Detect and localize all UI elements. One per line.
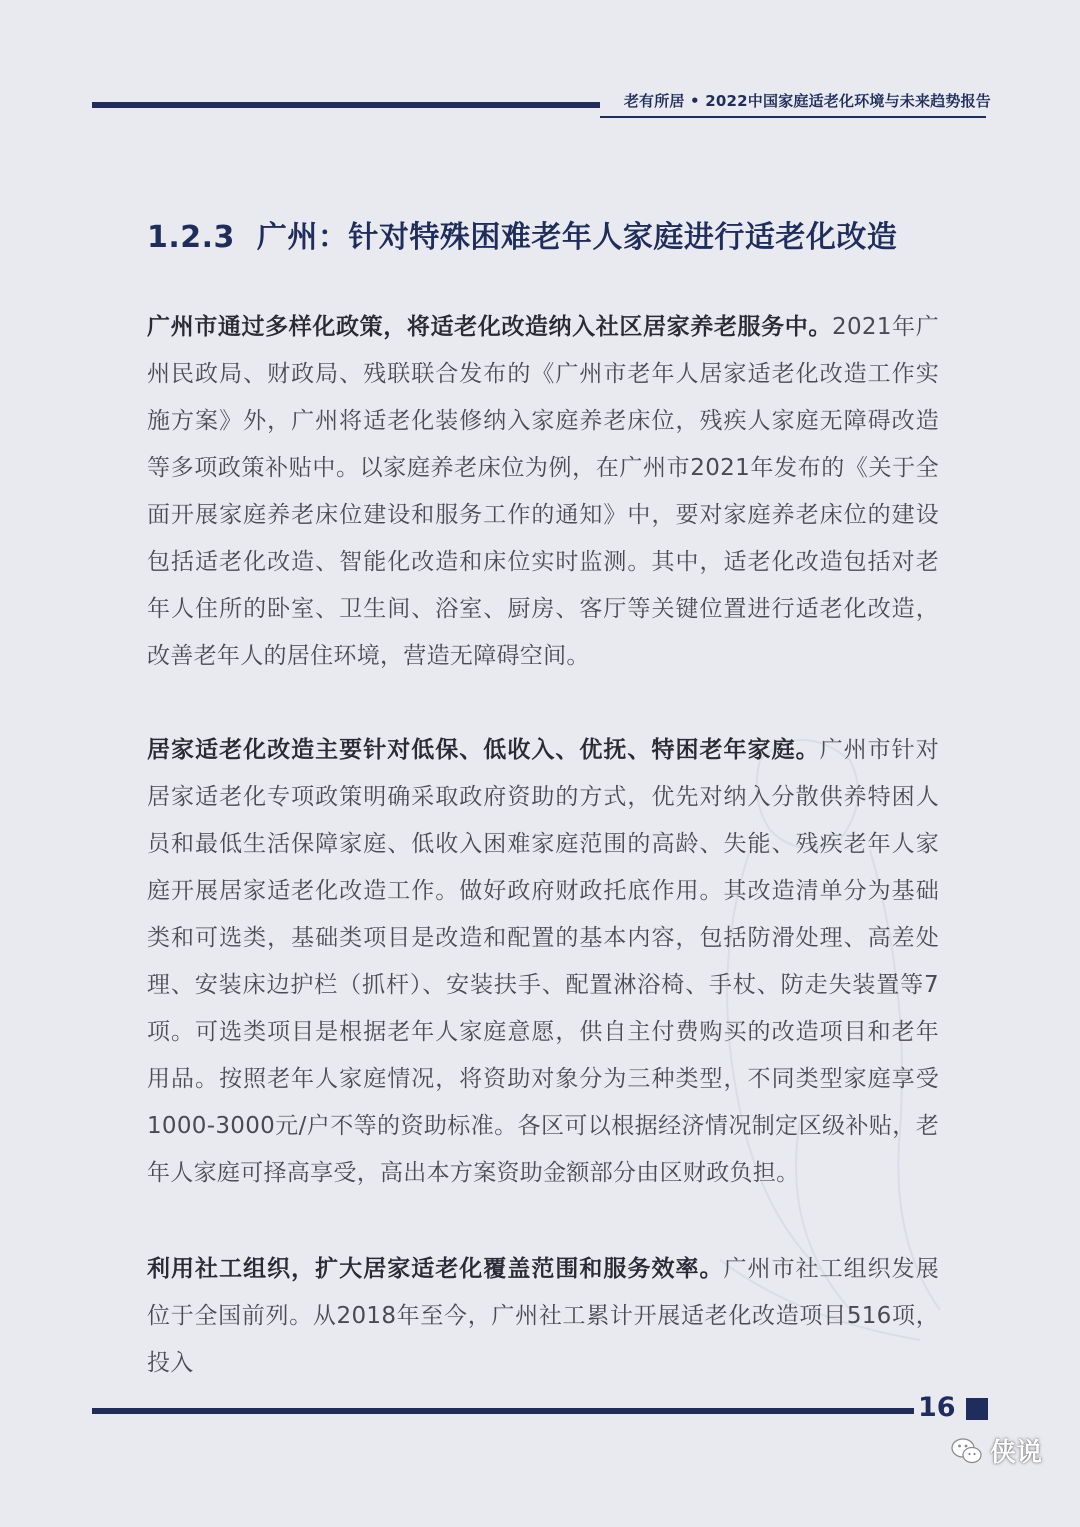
paragraph-lead: 广州市通过多样化政策，将适老化改造纳入社区居家养老服务中。 (147, 314, 833, 340)
paragraph-lead: 居家适老化改造主要针对低保、低收入、优抚、特困老年家庭。 (147, 737, 820, 763)
paragraph (147, 727, 939, 1197)
paragraph-body: 2021年广州民政局、财政局、残联联合发布的《广州市老年人居家适老化改造工作实施方案》外，广州将适老化装修纳入家庭养老床位，残疾人家庭无障碍改造等多项政策补贴中。以家庭养老床位为例，在广州市2021年发布的《关于全面开展家庭养老床位建设和服务工作的通知》中，要对家庭养老床位的建设包括适老化改造、智能化改造和床位实时监测。其中，适老化改造包括对老年人住所的卧室、卫生间、浴室、厨房、客厅等关键位置进行适老化改造，改善老年人的居住环境，营造无障碍空间。 (147, 314, 939, 669)
section-title: 广州：针对特殊困难老年人家庭进行适老化改造 (256, 220, 898, 255)
header-rule-thin (600, 116, 986, 118)
paragraph-body: 广州市针对居家适老化专项政策明确采取政府资助的方式，优先对纳入分散供养特困人员和最低生活保障家庭、低收入困难家庭范围的高龄、失能、残疾老年人家庭开展居家适老化改造工作。做好政府财政托底作用。其改造清单分为基础类和可选类，基础类项目是改造和配置的基本内容，包括防滑处理、高差处理、安装床边护栏（抓杆）、安装扶手、配置淋浴椅、手杖、防走失装置等7项。可选类项目是根据老年人家庭意愿，供自主付费购买的改造项目和老年用品。按照老年人家庭情况，将资助对象分为三种类型，不同类型家庭享受1000-3000元/户不等的资助标准。各区可以根据经济情况制定区级补贴，老年人家庭可择高享受，高出本方案资助金额部分由区财政负担。 (147, 737, 939, 1186)
wechat-icon (950, 1434, 984, 1468)
header-title: 老有所居 • 2022中国家庭适老化环境与未来趋势报告 (623, 92, 991, 110)
page-number: 16 (918, 1392, 956, 1423)
footer-rule (92, 1408, 914, 1414)
section-heading (147, 212, 897, 256)
header-rule-thick (92, 102, 600, 108)
paragraph-body: 广州市社工组织发展位于全国前列。从2018年至今，广州社工累计开展适老化改造项目516项，投入 (147, 1256, 940, 1376)
section-number: 1.2.3 (147, 220, 235, 255)
account-watermark (950, 1432, 1042, 1469)
page-marker-square (966, 1398, 988, 1420)
account-name: 侠说 (990, 1438, 1043, 1468)
paragraph (147, 1246, 939, 1387)
paragraph-lead: 利用社工组织，扩大居家适老化覆盖范围和服务效率。 (147, 1256, 724, 1282)
paragraph (147, 304, 939, 680)
